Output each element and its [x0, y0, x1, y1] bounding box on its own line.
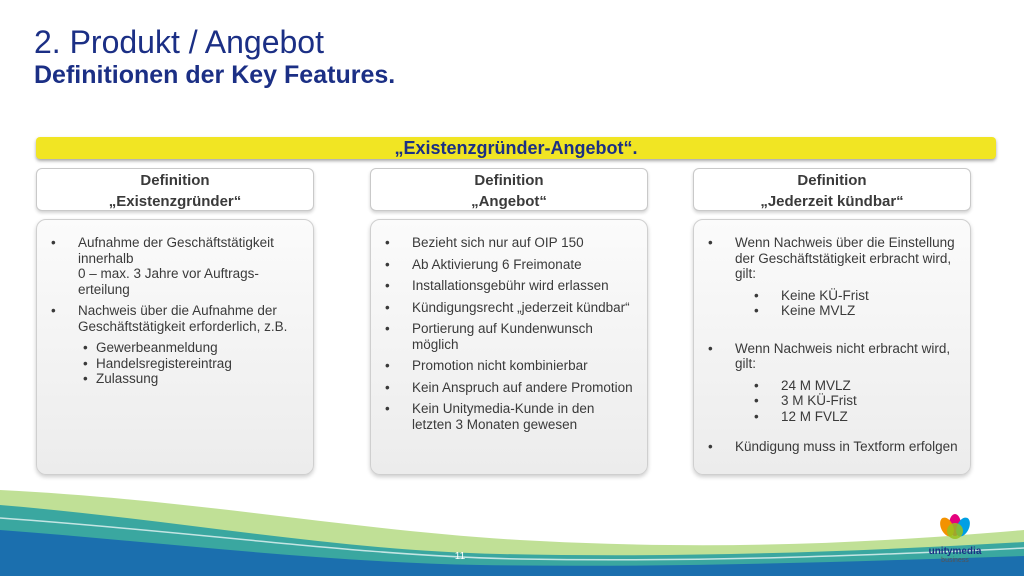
list-item: • Portierung auf Kundenwunsch möglich — [385, 321, 637, 352]
bullet-text: Wenn Nachweis nicht erbracht wird, gilt: — [735, 340, 951, 371]
sub-list-item: • 12 M FVLZ — [735, 409, 960, 425]
list-item: • Bezieht sich nur auf OIP 150 — [385, 235, 637, 251]
definition-card-angebot — [370, 219, 648, 475]
header-term: „Jederzeit kündbar“ — [760, 193, 904, 210]
page-subtitle: Definitionen der Key Features. — [34, 61, 396, 89]
offer-banner: „Existenzgründer-Angebot“. — [36, 137, 996, 159]
bullet-text: Nachweis über die Aufnahme der Geschäftstätigkeit erforderlich, z.B. — [78, 303, 288, 334]
logo-tagline: business — [941, 557, 969, 564]
unitymedia-logo — [925, 505, 985, 570]
list-item: • Installationsgebühr wird erlassen — [385, 278, 637, 294]
sub-list-item: • 3 M KÜ-Frist — [735, 393, 960, 409]
header-term: „Existenzgründer“ — [108, 193, 242, 210]
list-item — [708, 235, 960, 319]
list-item — [708, 341, 960, 425]
list-item: • Kein Anspruch auf andere Promotion — [385, 380, 637, 396]
definition-card-jederzeit-kuendbar — [693, 219, 971, 475]
definition-header-jederzeit-kuendbar — [693, 168, 971, 211]
definition-header-existenzgruender — [36, 168, 314, 211]
header-label: Definition — [474, 172, 544, 189]
list-item: • Kündigungsrecht „jederzeit kündbar“ — [385, 300, 637, 316]
decorative-waves — [0, 470, 1024, 576]
sub-list-item: • Keine KÜ-Frist — [735, 288, 960, 304]
definition-card-existenzgruender — [36, 219, 314, 475]
logo-text: unitymedia — [928, 546, 982, 557]
bullet-list — [51, 235, 303, 393]
list-item — [51, 303, 303, 387]
bullet-list — [385, 235, 637, 438]
sub-list — [735, 288, 960, 319]
header-term: „Angebot“ — [471, 193, 547, 210]
sub-list-item: • Gewerbeanmeldung — [78, 340, 303, 356]
list-item: • Kündigung muss in Textform erfolgen — [708, 439, 960, 455]
sub-list — [78, 340, 303, 387]
list-item — [51, 235, 303, 297]
page-number: 11 — [454, 551, 466, 562]
sub-list-item: • Handelsregistereintrag — [78, 356, 303, 372]
header-label: Definition — [797, 172, 867, 189]
definition-header-angebot — [370, 168, 648, 211]
sub-list-item: • Zulassung — [78, 371, 303, 387]
sub-list — [735, 378, 960, 425]
sub-list-item: • 24 M MVLZ — [735, 378, 960, 394]
list-item: • Promotion nicht kombinierbar — [385, 358, 637, 374]
bullet-list — [708, 235, 960, 461]
list-item: • Ab Aktivierung 6 Freimonate — [385, 257, 637, 273]
header-label: Definition — [140, 172, 210, 189]
unitymedia-flower-logo-icon — [937, 505, 973, 541]
bullet-text: Wenn Nachweis über die Einstellung der Geschäftstätigkeit erbracht wird, gilt: — [735, 235, 955, 281]
page-title: 2. Produkt / Angebot — [34, 24, 324, 60]
bullet-text: Aufnahme der Geschäftstätigkeit innerhalb 0 – max. 3 Jahre vor Auftrags-erteilung — [78, 235, 274, 297]
sub-list-item: • Keine MVLZ — [735, 303, 960, 319]
list-item: • Kein Unitymedia-Kunde in den letzten 3 Monaten gewesen — [385, 401, 637, 432]
